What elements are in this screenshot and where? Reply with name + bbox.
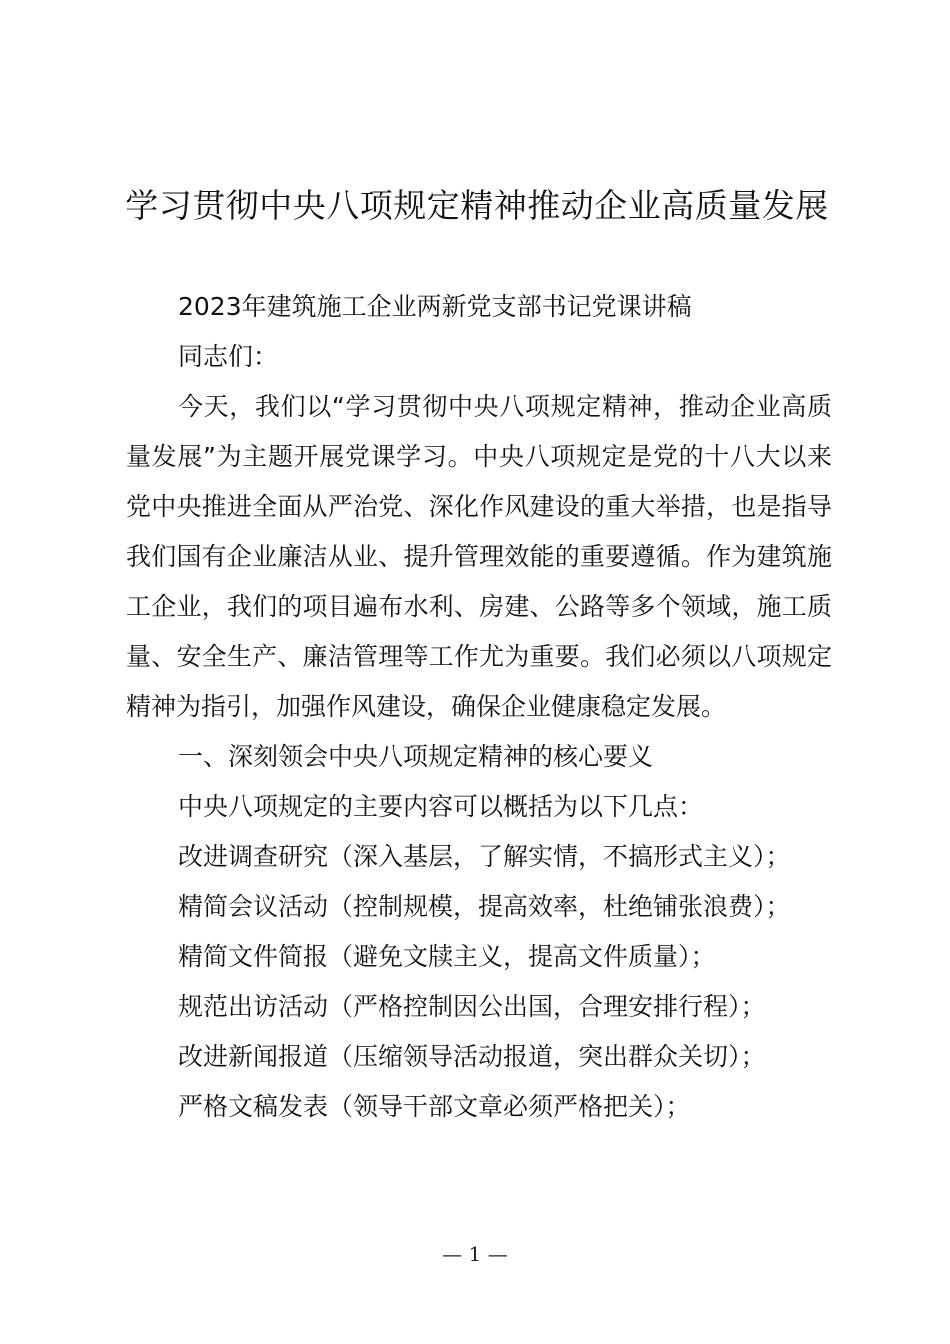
intro-paragraph: 今天，我们以“学习贯彻中央八项规定精神，推动企业高质量发展”为主题开展党课学习。中央八项规定是党的十八大以来党中央推进全面从严治党、深化作风建设的重大举措，也是指导我们国有企业廉洁从业、提升管理效能的重要遵循。作为建筑施工企业，我们的项目遍布水利、房建、公路等多个领域，施工质量、安全生产、廉洁管理等工作尤为重要。我们必须以八项规定精神为指引，加强作风建设，确保企业健康稳定发展。: [126, 392, 832, 721]
page-number: — 1 —: [442, 1242, 508, 1266]
greeting: 同志们：: [178, 342, 279, 371]
list-item: 改进新闻报道（压缩领导活动报道，突出群众关切）；: [178, 1042, 766, 1071]
section-heading: 一、深刻领会中央八项规定精神的核心要义: [178, 742, 654, 771]
document-title: 学习贯彻中央八项规定精神推动企业高质量发展: [125, 186, 829, 225]
list-item: 精简会议活动（控制规模，提高效率，杜绝铺张浪费）；: [178, 892, 791, 921]
list-item: 改进调查研究（深入基层，了解实情，不搞形式主义）；: [178, 842, 791, 871]
document-subtitle: 2023年建筑施工企业两新党支部书记党课讲稿: [178, 292, 692, 321]
section-lead: 中央八项规定的主要内容可以概括为以下几点：: [178, 792, 704, 821]
list-item: 精简文件简报（避免文牍主义，提高文件质量）；: [178, 942, 716, 971]
list-item: 严格文稿发表（领导干部文章必须严格把关）；: [178, 1092, 691, 1121]
document-body: [126, 282, 832, 1132]
list-item: 规范出访活动（严格控制因公出国，合理安排行程）；: [178, 992, 766, 1021]
